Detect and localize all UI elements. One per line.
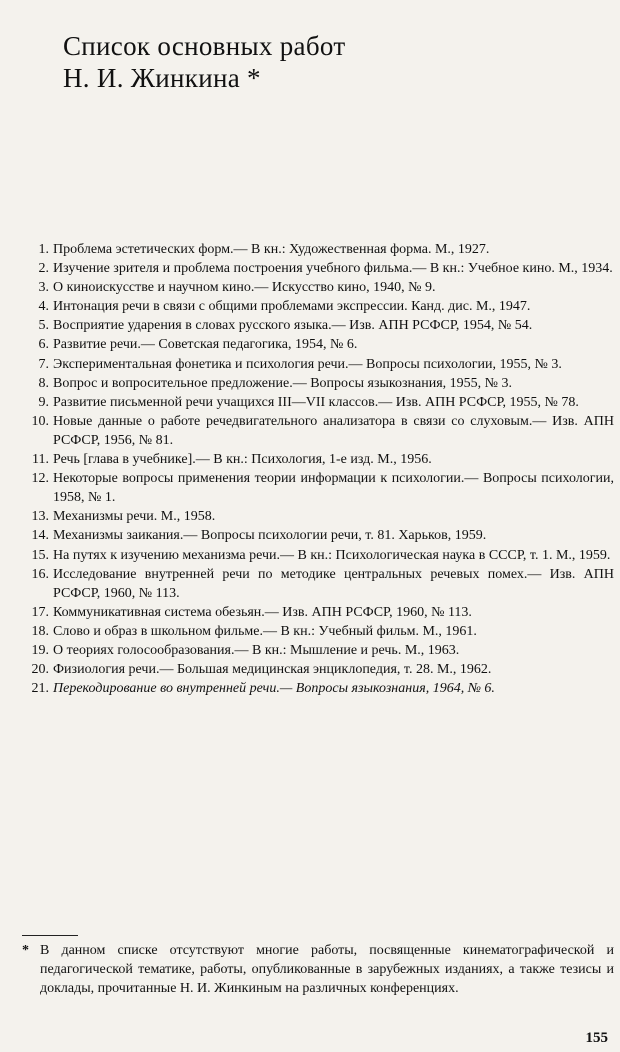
list-item xyxy=(22,526,614,545)
list-item xyxy=(22,297,614,316)
item-number: 12. xyxy=(31,471,49,487)
item-text: Механизмы заикания.— Вопросы психологии речи, т. 81. Харьков, 1959. xyxy=(53,528,487,544)
list-item xyxy=(22,679,614,698)
item-text: Физиология речи.— Большая медицинская энциклопедия, т. 28. М., 1962. xyxy=(53,662,492,678)
item-text: Механизмы речи. М., 1958. xyxy=(53,509,216,525)
list-item xyxy=(22,259,614,278)
item-text: Интонация речи в связи с общими проблемами экспрессии. Канд. дис. М., 1947. xyxy=(53,299,531,315)
item-number: 3. xyxy=(38,280,49,296)
list-item xyxy=(22,240,614,259)
item-number: 16. xyxy=(31,566,49,582)
item-text: Восприятие ударения в словах русского языка.— Изв. АПН РСФСР, 1954, № 54. xyxy=(53,318,533,334)
item-text: Слово и образ в школьном фильме.— В кн.: Учебный фильм. М., 1961. xyxy=(53,623,477,639)
list-item xyxy=(22,450,614,469)
list-item xyxy=(22,641,614,660)
item-text: На путях к изучению механизма речи.— В кн.: Психологическая наука в СССР, т. 1. М., 1959. xyxy=(53,547,611,563)
list-item xyxy=(22,507,614,526)
item-number: 20. xyxy=(31,662,49,678)
item-number: 9. xyxy=(38,394,49,410)
list-item xyxy=(22,469,614,507)
item-number: 21. xyxy=(31,681,49,697)
list-item xyxy=(22,335,614,354)
list-item xyxy=(22,660,614,679)
item-number: 13. xyxy=(31,509,49,525)
item-text: Проблема эстетических форм.— В кн.: Художественная форма. М., 1927. xyxy=(53,242,490,257)
list-item xyxy=(22,603,614,622)
list-item xyxy=(22,393,614,412)
item-text: Новые данные о работе речедвигательного анализатора в связи со слуховым.— Изв. АПН РСФСР, 1956, № 81. xyxy=(53,413,614,448)
item-number: 14. xyxy=(31,528,49,544)
footnote-divider xyxy=(22,935,78,936)
item-number: 4. xyxy=(38,299,49,315)
item-text: Исследование внутренней речи по методике центральных речевых помех.— Изв. АПН РСФСР, 1960, № 113. xyxy=(53,566,614,601)
item-number: 6. xyxy=(38,337,49,353)
list-item xyxy=(22,355,614,374)
item-text: Некоторые вопросы применения теории информации к психологии.— Вопросы психологии, 1958, № 1. xyxy=(53,471,614,506)
list-item xyxy=(22,316,614,335)
item-text: О теориях голосообразования.— В кн.: Мышление и речь. М., 1963. xyxy=(53,642,460,658)
list-item xyxy=(22,622,614,641)
item-number: 18. xyxy=(31,623,49,639)
item-text: Развитие письменной речи учащихся III—VII классов.— Изв. АПН РСФСР, 1955, № 78. xyxy=(53,394,579,410)
item-number: 1. xyxy=(38,242,49,257)
list-item xyxy=(22,374,614,393)
footnote-mark: * xyxy=(22,943,29,958)
item-number: 19. xyxy=(31,642,49,658)
item-text: Речь [глава в учебнике].— В кн.: Психология, 1-е изд. М., 1956. xyxy=(53,452,432,468)
list-item xyxy=(22,546,614,565)
item-text: Вопрос и вопросительное предложение.— Вопросы языкознания, 1955, № 3. xyxy=(53,375,512,391)
footnote xyxy=(22,941,614,998)
page-title xyxy=(63,30,345,94)
item-number: 17. xyxy=(31,604,49,620)
item-number: 2. xyxy=(38,261,49,277)
item-text: Развитие речи.— Советская педагогика, 1954, № 6. xyxy=(53,337,358,353)
item-text: Изучение зрителя и проблема построения учебного фильма.— В кн.: Учебное кино. М., 1934. xyxy=(53,261,613,277)
footnote-text: В данном списке отсутствуют многие работы, посвященные кинематографической и педагогической тематике, работы, опубликованные в зарубежных изданиях, а также тезисы и доклады, прочитанные Н. И. Жинкиным на различных конференциях. xyxy=(40,943,614,996)
item-text: Коммуникативная система обезьян.— Изв. АПН РСФСР, 1960, № 113. xyxy=(53,604,472,620)
item-text: Экспериментальная фонетика и психология речи.— Вопросы психологии, 1955, № 3. xyxy=(53,356,562,372)
item-text: О киноискусстве и научном кино.— Искусство кино, 1940, № 9. xyxy=(53,280,436,296)
page-number: 155 xyxy=(585,1030,608,1046)
item-number: 10. xyxy=(31,413,49,429)
item-text: Перекодирование во внутренней речи.— Вопросы языкознания, 1964, № 6. xyxy=(53,681,495,697)
title-line-1: Список основных работ xyxy=(63,31,346,61)
bibliography-list xyxy=(22,240,614,698)
list-item xyxy=(22,278,614,297)
item-number: 5. xyxy=(38,318,49,334)
item-number: 7. xyxy=(38,356,49,372)
list-item xyxy=(22,412,614,450)
item-number: 11. xyxy=(32,452,49,468)
list-item xyxy=(22,565,614,603)
item-number: 8. xyxy=(38,375,49,391)
title-line-2: Н. И. Жинкина * xyxy=(63,63,261,93)
item-number: 15. xyxy=(31,547,49,563)
